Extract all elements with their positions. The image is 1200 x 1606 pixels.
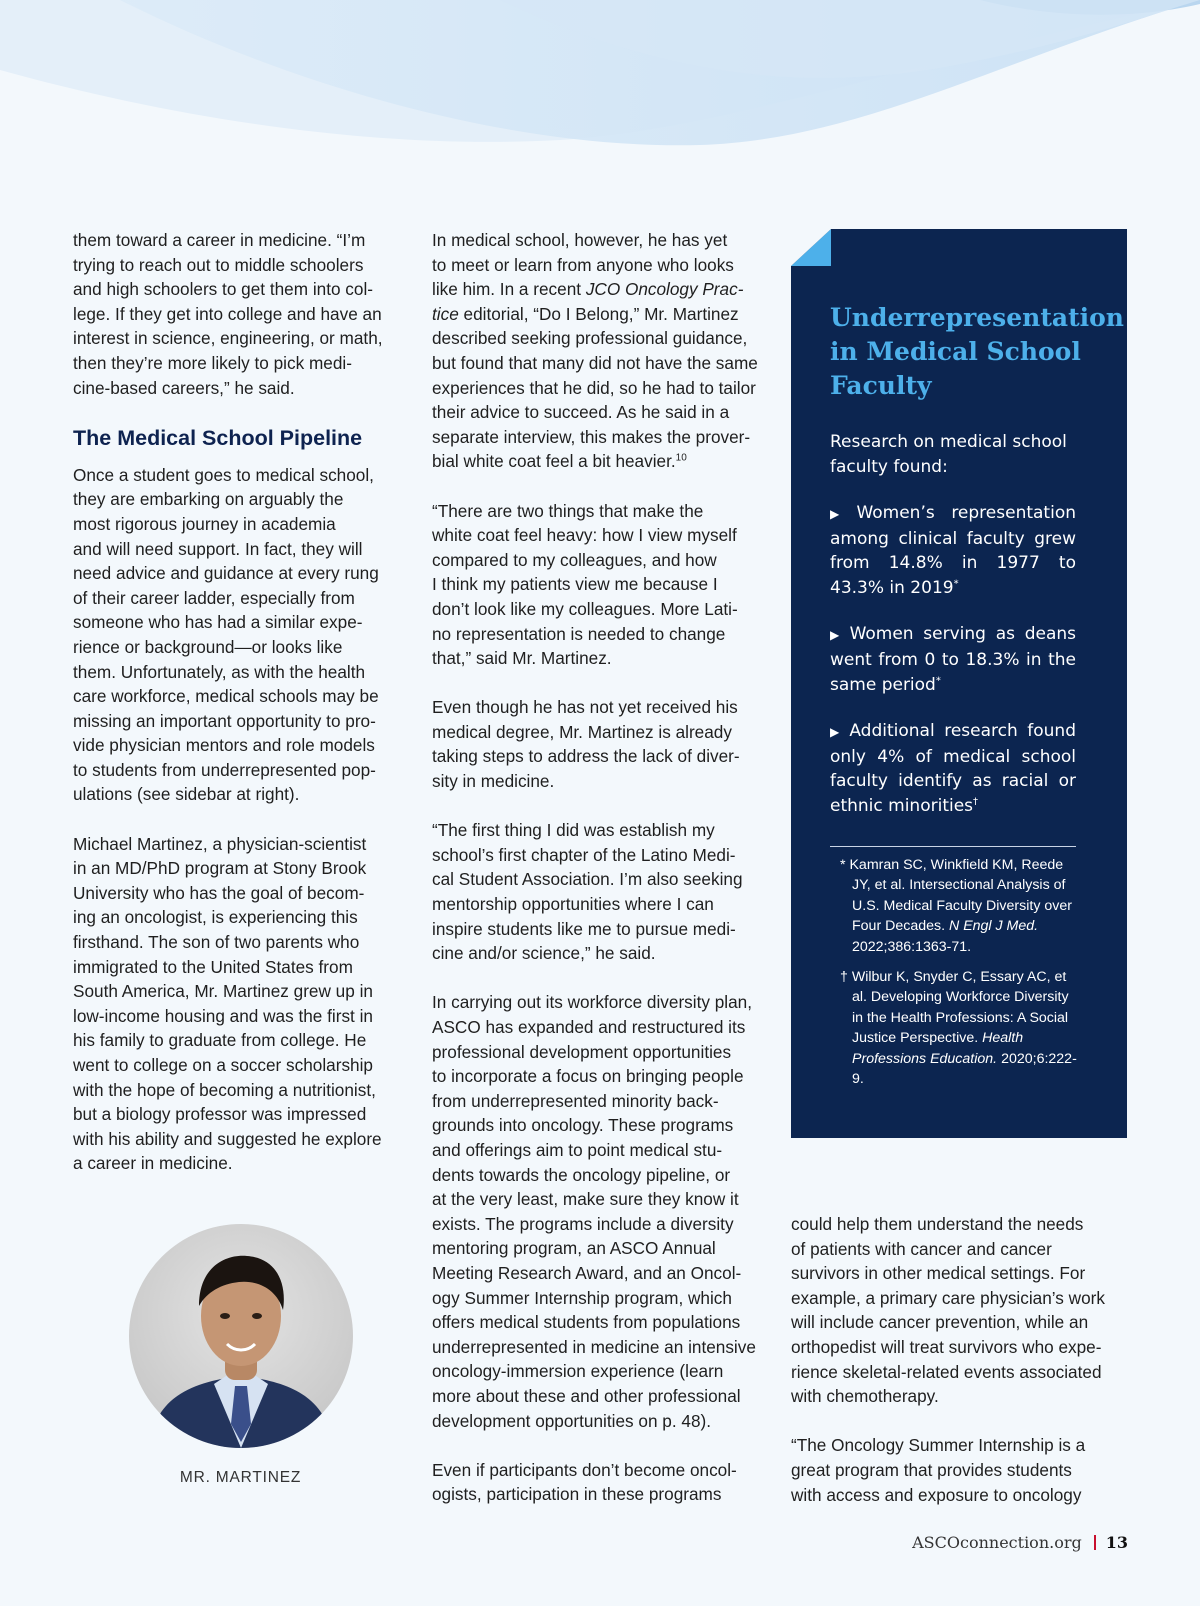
sidebar-title-line: Faculty [830, 371, 932, 400]
journal-title: tice [432, 303, 459, 324]
sidebar-references [830, 855, 1080, 1099]
journal-title: JCO Oncology Prac- [585, 279, 744, 300]
sidebar-intro: Research on medical school faculty found: [830, 432, 1067, 477]
middle-column [432, 228, 772, 1507]
body-paragraph: “The Oncology Summer Internship is a great program that provides students with access and exposure to oncology [791, 1435, 1086, 1505]
footer-site-link[interactable]: ASCOconnection.org [912, 1533, 1082, 1552]
list-item-text: Women serving as deans went from 0 to 18.3% in the same period [830, 624, 1076, 695]
reference-mark: * [840, 857, 846, 873]
right-column [791, 1212, 1129, 1507]
reference-text: Kamran SC, Winkfield KM, Reede JY, et al. Intersectional Analysis of U.S. Medical Faculty Diversity over Four Decades. [845, 857, 1072, 935]
body-paragraph: In carrying out its workforce diversity plan, ASCO has expanded and restructured its professional development opportunities to incorporate a focus on bringing people from underrepresented minority back- grounds into oncology. These programs and offerings aim to point medical stu- dents towards the oncology pipeline, or at the very least, make sure they know it exists. The programs include a diversity mentoring program, an ASCO Annual Meeting Research Award, and an Oncol- ogy Summer Internship program, which offers medical students from populations underrepresented in medicine an intensive oncology-immersion experience (learn more about these and other professional development opportunities on p. 48). [432, 992, 756, 1431]
body-paragraph: them toward a career in medicine. “I’m trying to reach out to middle schoolers and high schoolers to get them into col- lege. If they get into college and have an interest in science, engineering, or math, then they’re more likely to pick medi- cine-based careers,” he said. [73, 230, 383, 398]
text-run: editorial, “Do I Belong,” Mr. Martinez described seeking professional guidance, but found that many did not have the same experiences that he did, so he had to tailor their advice to succeed. As he said in a separate interview, this makes the prover- bial white coat feel a bit heavier. [432, 303, 758, 472]
list-item-text: Additional research found only 4% of medical school faculty identify as racial or ethnic minorities [830, 721, 1076, 816]
corner-triangle-decoration [791, 229, 831, 266]
triangle-bullet-icon: ▶ [830, 725, 844, 740]
reference-text: Wilbur K, Snyder C, Essary AC, et al. Developing Workforce Diversity in the Health Professions: A Social Justice Perspective. [847, 969, 1069, 1047]
left-column [73, 228, 408, 1176]
sidebar-box [791, 229, 1127, 1138]
journal-title: N Engl J Med. [949, 918, 1039, 935]
triangle-bullet-icon: ▶ [830, 628, 844, 643]
page-number: 13 [1105, 1533, 1128, 1552]
text-run: In medical school, however, he has yet to meet or learn from anyone who looks like him. In a recent [432, 230, 734, 300]
reference-item [830, 967, 1080, 1089]
list-item [830, 719, 1076, 818]
photo-caption: MR. MARTINEZ [179, 1469, 302, 1486]
footnote-mark: * [953, 578, 959, 590]
footnote-mark: † [973, 796, 979, 808]
list-item-text: Women’s representation among clinical faculty grew from 14.8% in 1977 to 43.3% in 2019 [830, 503, 1076, 598]
list-item [830, 501, 1076, 600]
body-paragraph: could help them understand the needs of patients with cancer and cancer survivors in other medical settings. For example, a primary care physician’s work will include cancer prevention, while an orthopedist will treat survivors who expe- rience skeletal-related events associated with chemotherapy. [791, 1214, 1105, 1407]
sidebar-bullet-list [830, 501, 1076, 841]
footnote-mark: * [935, 674, 941, 686]
triangle-bullet-icon: ▶ [830, 507, 851, 521]
journal-title: Health Professions Education. [852, 1030, 1024, 1067]
divider [830, 846, 1076, 847]
section-heading: The Medical School Pipeline [73, 425, 363, 450]
body-paragraph: Even if participants don’t become oncol- ogists, participation in these programs [432, 1459, 737, 1505]
body-paragraph: “The first thing I did was establish my school’s first chapter of the Latino Medi- cal Student Association. I’m also seeking mentorship opportunities where I can inspire students like me to pursue medi- cine and/or science,” he said. [432, 820, 743, 964]
body-paragraph: Michael Martinez, a physician-scientist in an MD/PhD program at Stony Brook University who has the goal of becom- ing an oncologist, is experiencing this firsthand. The son of two parents who immigrated to the United States from South America, Mr. Martinez grew up in low-income housing and was the first in his family to graduate from college. He went to college on a soccer scholarship with the hope of becoming a nutritionist, but a biology professor was impressed with his ability and suggested he explore a career in medicine. [73, 833, 382, 1174]
footer-divider [1094, 1535, 1096, 1550]
sidebar-title [830, 301, 1124, 403]
page-footer [912, 1533, 1128, 1552]
sidebar-title-line: in Medical School [830, 337, 1081, 366]
body-paragraph: “There are two things that make the white coat feel heavy: how I view myself compared to my colleagues, and how I think my patients view me because I don’t look like my colleagues. More Lati- no representation is needed to change that,” said Mr. Martinez. [432, 500, 738, 669]
reference-item [830, 855, 1080, 957]
reference-mark: † [840, 969, 848, 986]
reference-number: 10 [675, 452, 687, 464]
body-paragraph [432, 228, 772, 474]
portrait-photo [129, 1224, 353, 1448]
body-paragraph: Once a student goes to medical school, they are embarking on arguably the most rigorous journey in academia and will need support. In fact, they will need advice and guidance at every rung of their career ladder, especially from someone who has had a similar expe- rience or background—or looks like them. Unfortunately, as with the health care workforce, medical schools may be missing an important opportunity to pro- vide physician mentors and role models to students from underrepresented pop- ulations (see sidebar at right). [73, 464, 379, 805]
sidebar-title-line: Underrepresentation [830, 303, 1124, 332]
body-paragraph: Even though he has not yet received his medical degree, Mr. Martinez is already taking steps to address the lack of diver- sity in medicine. [432, 697, 740, 792]
list-item [830, 622, 1076, 697]
header-wave-decoration [0, 0, 1200, 220]
reference-citation: 2022;386:1363-71. [852, 938, 972, 955]
reference-citation: 2020;6:222-9. [852, 1050, 1077, 1088]
